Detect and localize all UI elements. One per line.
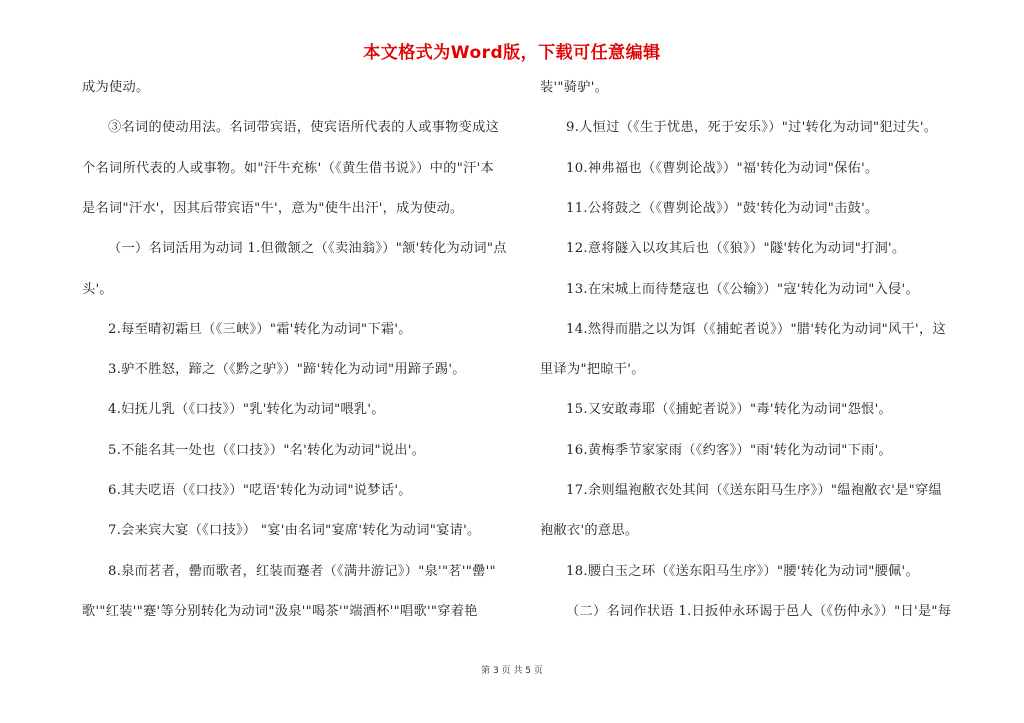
left-line-10: 5.不能名其一处也（《口技》）"名'转化为动词"说出'。 [108,442,426,458]
right-line-8: 里译为"把晾干'。 [540,362,645,378]
left-line-12: 7.会来宾大宴（《口技》） "宴'由名词"宴席'转化为动词"宴请'。 [108,523,481,539]
right-line-1: 装'"骑驴'。 [540,80,609,95]
right-line-14: （二）名词作状语 1.日扳仲永环谒于邑人（《伤仲永》）"日'是"每 [566,603,952,619]
right-line-11: 17.余则缊袍敝衣处其间（《送东阳马生序》）"缊袍敝衣'是"穿缊 [566,483,943,498]
document-banner: 本文格式为Word版，下载可任意编辑 [363,43,661,63]
left-line-14: 歌'"红装'"蹇'等分别转化为动词"汲泉'"喝茶'"端酒杯'"唱歌'"穿着艳 [82,603,478,619]
left-line-3: 个名词所代表的人或事物。如"汗牛充栋'（《黄生借书说》）中的"汗'本 [82,160,495,176]
right-line-2: 9.人恒过（《生于忧患，死于安乐》）"过'转化为动词"犯过失'。 [566,120,938,136]
page-number: 第 3 页 共 5 页 [481,666,543,676]
left-line-4: 是名词"汗水'，因其后带宾语"牛'，意为"使牛出汗'，成为使动。 [82,200,464,216]
left-line-5: （一）名词活用为动词 1.但微颔之（《卖油翁》）"颔'转化为动词"点 [108,241,507,257]
right-line-13: 18.腰白玉之环（《送东阳马生序》）"腰'转化为动词"腰佩'。 [566,563,919,579]
right-line-10: 16.黄梅季节家家雨（《约客》）"雨'转化为动词"下雨'。 [566,442,892,458]
right-line-7: 14.然得而腊之以为饵（《捕蛇者说》）"腊'转化为动词"风干'，这 [566,321,946,337]
left-line-13: 8.泉而茗者，罍而歌者，红装而蹇者（《满井游记》）"泉'"茗'"罍'" [108,563,496,579]
left-line-6: 头'。 [82,281,113,297]
right-line-6: 13.在宋城上而待楚寇也（《公输》）"寇'转化为动词"入侵'。 [566,281,919,297]
right-line-3: 10.神弗福也（《曹刿论战》）"福'转化为动词"保佑'。 [566,160,879,176]
left-line-9: 4.妇抚儿乳（《口技》）"乳'转化为动词"喂乳'。 [108,402,385,418]
right-line-12: 袍敝衣'的意思。 [540,523,639,539]
left-line-2: ③名词的使动用法。名词带宾语，使宾语所代表的人或事物变成这 [108,120,500,136]
right-line-5: 12.意将隧入以攻其后也（《狼》）"隧'转化为动词"打洞'。 [566,241,906,257]
right-line-4: 11.公将鼓之（《曹刿论战》）"鼓'转化为动词"击鼓'。 [566,200,879,216]
right-line-9: 15.又安敢毒耶（《捕蛇者说》）"毒'转化为动词"怨恨'。 [566,402,892,418]
left-line-7: 2.每至晴初霜旦（《三峡》）"霜'转化为动词"下霜'。 [108,321,412,337]
left-line-1: 成为使动。 [82,80,150,95]
left-line-8: 3.驴不胜怒，蹄之（《黔之驴》）"蹄'转化为动词"用蹄子踢'。 [108,362,466,378]
left-line-11: 6.其夫呓语（《口技》）"呓语'转化为动词"说梦话'。 [108,483,412,498]
